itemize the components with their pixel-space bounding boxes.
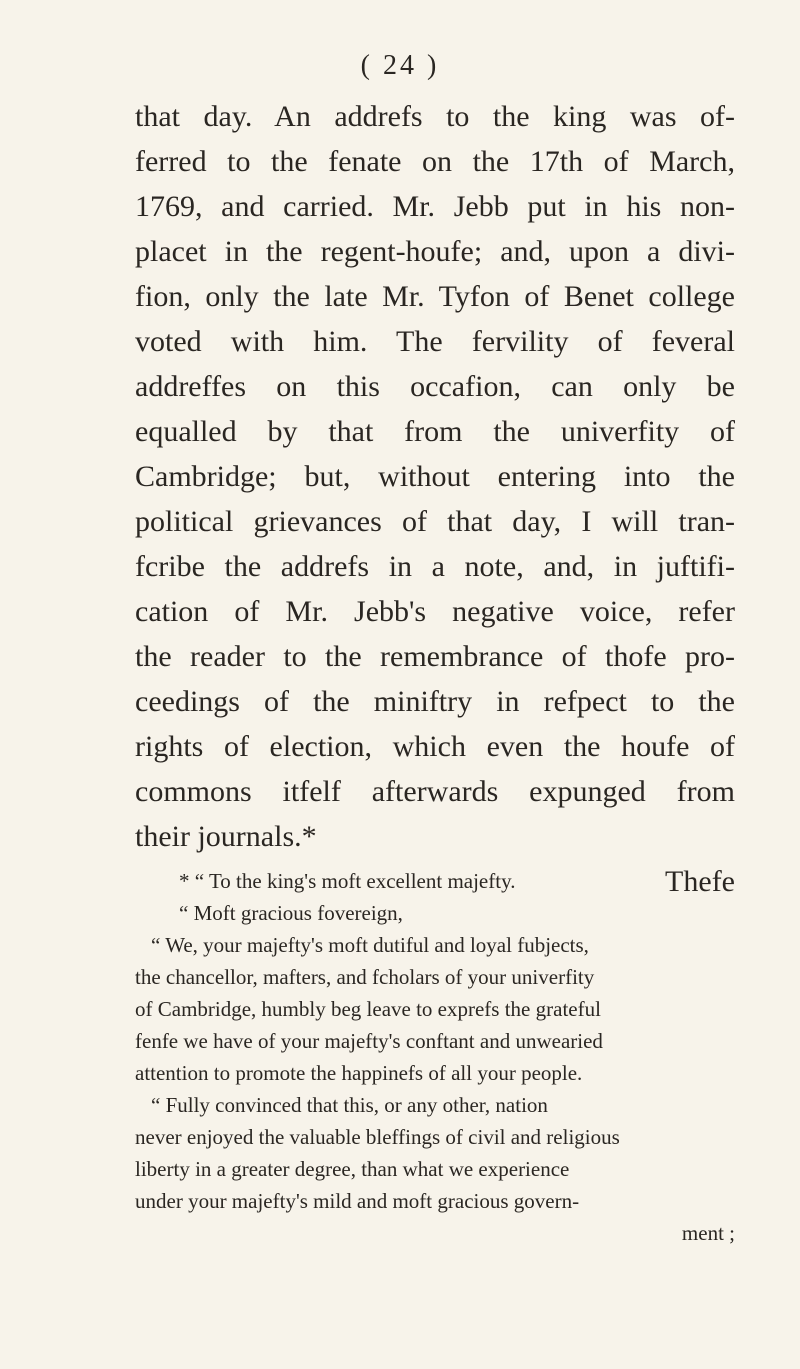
page-number: ( 24 )	[360, 50, 440, 81]
body-line: ceedings of the miniftry in refpect to the	[135, 685, 735, 718]
body-line: voted with him. The fervility of feveral	[135, 325, 735, 358]
body-line: fion, only the late Mr. Tyfon of Benet college	[135, 280, 735, 313]
body-line: addreffes on this occafion, can only be	[135, 370, 735, 403]
footnote-catchword: ment ;	[681, 1221, 735, 1245]
footnote-line: never enjoyed the valuable bleffings of civil and religious	[135, 1125, 620, 1149]
footnote	[135, 865, 735, 1249]
body-line: the reader to the remembrance of thofe pro-	[135, 640, 735, 673]
body-line: ferred to the fenate on the 17th of March,	[135, 145, 735, 178]
body-text	[135, 94, 735, 904]
body-line: political grievances of that day, I will tran-	[135, 505, 735, 538]
body-line: 1769, and carried. Mr. Jebb put in his non-	[135, 190, 735, 223]
footnote-line: “ Moft gracious fovereign,	[179, 901, 403, 925]
footnote-line: the chancellor, mafters, and fcholars of your univerfity	[135, 965, 595, 989]
body-line: rights of election, which even the houfe of	[135, 730, 735, 763]
body-line: Cambridge; but, without entering into the	[135, 460, 735, 493]
footnote-line: * “ To the king's moft excellent majefty.	[179, 869, 516, 893]
footnote-line: of Cambridge, humbly beg leave to exprefs the grateful	[135, 997, 601, 1021]
body-line: that day. An addrefs to the king was of-	[135, 100, 735, 133]
catchword: Thefe	[665, 865, 735, 898]
footnote-line: under your majefty's mild and moft gracious govern-	[135, 1189, 580, 1213]
footnote-line: attention to promote the happinefs of all your people.	[135, 1061, 583, 1085]
footnote-line: liberty in a greater degree, than what we experience	[135, 1157, 570, 1181]
body-line: equalled by that from the univerfity of	[135, 415, 735, 448]
footnote-line: fenfe we have of your majefty's conftant and unwearied	[135, 1029, 603, 1053]
body-line: their journals.*	[135, 820, 317, 853]
body-line: commons itfelf afterwards expunged from	[135, 775, 735, 808]
footnote-line: “ Fully convinced that this, or any other, nation	[151, 1093, 548, 1117]
body-line: fcribe the addrefs in a note, and, in juftifi-	[135, 550, 735, 583]
body-line: cation of Mr. Jebb's negative voice, refer	[135, 595, 735, 628]
body-line: placet in the regent-houfe; and, upon a divi-	[135, 235, 735, 268]
footnote-line: “ We, your majefty's moft dutiful and loyal fubjects,	[151, 933, 589, 957]
